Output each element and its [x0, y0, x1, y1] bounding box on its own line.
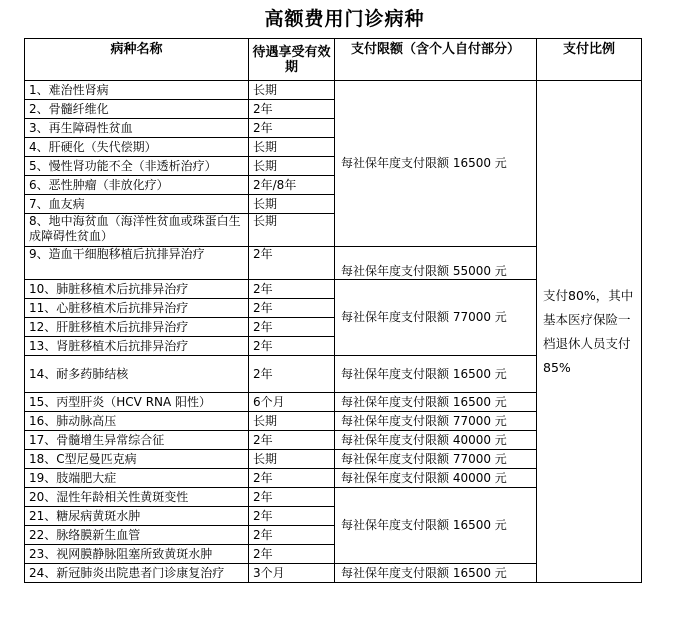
disease-name: 9、造血干细胞移植后抗排异治疗 [25, 247, 249, 280]
validity-cell: 2年 [249, 469, 335, 488]
validity-cell: 长期 [249, 412, 335, 431]
validity-cell: 6个月 [249, 393, 335, 412]
disease-name: 23、视网膜静脉阻塞所致黄斑水肿 [25, 545, 249, 564]
validity-cell: 2年 [249, 318, 335, 337]
validity-cell: 2年 [249, 356, 335, 393]
validity-cell: 长期 [249, 214, 335, 247]
validity-cell: 长期 [249, 450, 335, 469]
disease-name: 18、C型尼曼匹克病 [25, 450, 249, 469]
page-title: 高额费用门诊病种 [264, 8, 425, 30]
disease-name: 12、肝脏移植术后抗排异治疗 [25, 318, 249, 337]
validity-cell: 2年 [249, 488, 335, 507]
disease-name: 24、新冠肺炎出院患者门诊康复治疗 [25, 564, 249, 583]
disease-name: 4、肝硬化（失代偿期） [25, 138, 249, 157]
disease-name: 7、血友病 [25, 195, 249, 214]
limit-cell: 每社保年度支付限额 16500 元 [335, 356, 537, 393]
validity-cell: 2年/8年 [249, 176, 335, 195]
validity-cell: 3个月 [249, 564, 335, 583]
validity-cell: 2年 [249, 119, 335, 138]
validity-cell: 长期 [249, 138, 335, 157]
disease-name: 3、再生障碍性贫血 [25, 119, 249, 138]
limit-cell: 每社保年度支付限额 40000 元 [335, 469, 537, 488]
limit-cell: 每社保年度支付限额 40000 元 [335, 431, 537, 450]
ratio-cell: 支付80%，其中基本医疗保险一档退休人员支付85% [537, 81, 642, 583]
validity-cell: 长期 [249, 195, 335, 214]
validity-cell: 2年 [249, 507, 335, 526]
table-row [25, 81, 642, 100]
validity-cell: 2年 [249, 100, 335, 119]
validity-cell: 2年 [249, 526, 335, 545]
limit-cell: 每社保年度支付限额 16500 元 [335, 393, 537, 412]
disease-name: 20、湿性年龄相关性黄斑变性 [25, 488, 249, 507]
limit-cell: 每社保年度支付限额 16500 元 [335, 81, 537, 247]
validity-cell: 2年 [249, 299, 335, 318]
disease-table [24, 38, 642, 583]
validity-cell: 长期 [249, 157, 335, 176]
validity-cell: 长期 [249, 81, 335, 100]
disease-name: 11、心脏移植术后抗排异治疗 [25, 299, 249, 318]
header-row [25, 39, 642, 81]
disease-name: 2、骨髓纤维化 [25, 100, 249, 119]
disease-name: 19、肢端肥大症 [25, 469, 249, 488]
header-validity: 待遇享受有效期 [249, 39, 335, 81]
limit-cell: 每社保年度支付限额 16500 元 [335, 564, 537, 583]
disease-name: 6、恶性肿瘤（非放化疗） [25, 176, 249, 195]
disease-name: 21、糖尿病黄斑水肿 [25, 507, 249, 526]
validity-cell: 2年 [249, 431, 335, 450]
validity-cell: 2年 [249, 280, 335, 299]
disease-name: 13、肾脏移植术后抗排异治疗 [25, 337, 249, 356]
validity-cell: 2年 [249, 337, 335, 356]
disease-name: 5、慢性肾功能不全（非透析治疗） [25, 157, 249, 176]
header-name: 病种名称 [25, 39, 249, 81]
disease-name: 1、难治性肾病 [25, 81, 249, 100]
header-limit: 支付限额（含个人自付部分） [335, 39, 537, 81]
disease-name: 8、地中海贫血（海洋性贫血或珠蛋白生成障碍性贫血） [25, 214, 249, 247]
validity-cell: 2年 [249, 545, 335, 564]
limit-cell: 每社保年度支付限额 77000 元 [335, 450, 537, 469]
disease-name: 17、骨髓增生异常综合征 [25, 431, 249, 450]
validity-cell: 2年 [249, 247, 335, 280]
limit-cell: 每社保年度支付限额 77000 元 [335, 280, 537, 356]
limit-cell: 每社保年度支付限额 77000 元 [335, 412, 537, 431]
disease-name: 10、肺脏移植术后抗排异治疗 [25, 280, 249, 299]
header-ratio: 支付比例 [537, 39, 642, 81]
disease-name: 14、耐多药肺结核 [25, 356, 249, 393]
limit-cell: 每社保年度支付限额 16500 元 [335, 488, 537, 564]
disease-name: 15、丙型肝炎（HCV RNA 阳性） [25, 393, 249, 412]
disease-name: 22、脉络膜新生血管 [25, 526, 249, 545]
disease-name: 16、肺动脉高压 [25, 412, 249, 431]
limit-cell: 每社保年度支付限额 55000 元 [335, 247, 537, 280]
